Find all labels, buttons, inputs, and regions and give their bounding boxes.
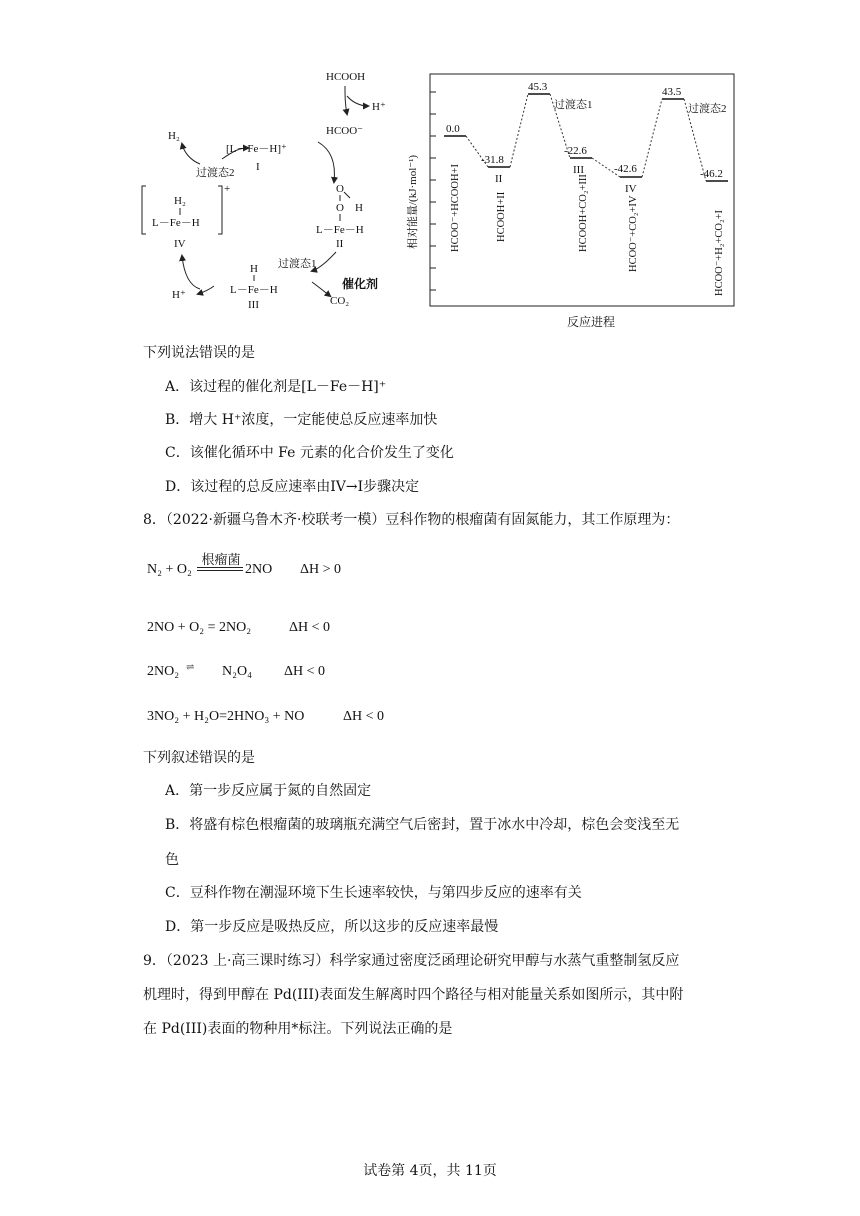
q7-stem: 下列说法错误的是 <box>143 345 255 361</box>
label-IV: IV <box>174 238 186 250</box>
reversible-arrow-icon: ⇌ <box>186 662 195 673</box>
q8-eq1-left: N₂ + O₂ <box>147 562 192 577</box>
q8-eq2: 2NO + O₂ = 2NO₂ <box>147 620 252 635</box>
value-label-6: -46.2 <box>700 168 723 180</box>
energy-chart <box>405 74 734 329</box>
value-label-4: -42.6 <box>614 163 637 175</box>
value-label-1: -31.8 <box>481 154 504 166</box>
page-footer: 试卷第 4页，共 11页 <box>363 1163 497 1179</box>
III-formula: L－Fe－H <box>230 284 278 296</box>
arrow-I-to-II <box>318 142 334 182</box>
ts1-cycle-label: 过渡态1 <box>278 258 317 270</box>
catalyst-label: 催化剂 <box>342 277 379 291</box>
q8-stem: 下列叙述错误的是 <box>143 750 255 766</box>
label-I: I <box>256 161 260 173</box>
q7-option-b: B．增大 H⁺浓度，一定能使总反应速率加快 <box>165 412 438 428</box>
bond <box>344 192 350 198</box>
q9-line-2: 机理时，得到甲醇在 Pd(III)表面发生解离时四个路径与相对能量关系如图所示，其中附 <box>143 987 684 1003</box>
q7-option-c: C．该催化循环中 Fe 元素的化合价发生了变化 <box>165 445 454 461</box>
q8-eq2-dh: ΔH < 0 <box>289 620 331 635</box>
arrow-h2 <box>182 144 200 164</box>
II-formula: L－Fe－H <box>316 224 364 236</box>
q8-eq1-dh: ΔH > 0 <box>300 562 342 577</box>
h-atom-II: H <box>355 202 363 214</box>
q8-option-d: D．第一步反应是吸热反应，所以这步的反应速率最慢 <box>165 919 499 935</box>
label-III: III <box>248 299 259 311</box>
value-label-2: 45.3 <box>528 81 548 93</box>
q8-eq1-condition: 根瘤菌 <box>201 553 241 568</box>
h2-label: H₂ <box>168 130 180 142</box>
species-1: HCOOH+II <box>496 191 507 242</box>
bracket-left <box>142 186 146 234</box>
cat-I-formula: [L－Fe－H]⁺ <box>226 143 287 155</box>
value-label-3: -22.6 <box>564 145 587 157</box>
h-top-III: H <box>250 263 258 275</box>
hcoo-minus-label: HCOO⁻ <box>326 125 363 137</box>
hcooh-label: HCOOH <box>326 71 366 83</box>
figure <box>140 64 750 334</box>
arrow-hplus-in <box>198 286 214 294</box>
species-0: HCOO⁻+HCOOH+I <box>450 164 461 252</box>
q8-option-b: B．将盛有棕色根瘤菌的玻璃瓶充满空气后密封，置于冰水中冷却，棕色会变浅至无 <box>165 817 680 833</box>
q8-eq1-arrow-bottom <box>197 570 243 571</box>
arrow-hplus <box>347 96 368 106</box>
q8-eq4-dh: ΔH < 0 <box>343 709 385 724</box>
q8-title: 8．（2022·新疆乌鲁木齐·校联考一模）豆科作物的根瘤菌有固氮能力，其工作原理为： <box>143 512 680 528</box>
hplus-bottom: H⁺ <box>172 289 186 301</box>
iv-plus: + <box>224 183 231 195</box>
arrow-hcooh <box>345 86 347 114</box>
value-label-5: 43.5 <box>662 86 682 98</box>
roman-IV: IV <box>625 183 637 195</box>
iv-h2: H₂ <box>174 195 186 207</box>
q8-option-c: C．豆科作物在潮湿环境下生长速率较快，与第四步反应的速率有关 <box>165 885 582 901</box>
q8-option-a: A．第一步反应属于氮的自然固定 <box>165 783 372 799</box>
hplus-top: H⁺ <box>372 101 386 113</box>
q8-eq1-right: 2NO <box>245 562 273 577</box>
ts1-label: 过渡态1 <box>554 99 593 111</box>
o-atom-lower: O <box>336 202 344 214</box>
bracket-right <box>218 186 222 234</box>
q9-line-3: 在 Pd(III)表面的物种用*标注。下列说法正确的是 <box>143 1021 453 1037</box>
figure-svg <box>140 64 750 334</box>
ts2-cycle-label: 过渡态2 <box>196 167 235 179</box>
species-3: HCOOH+CO₂+III <box>578 174 589 252</box>
x-axis-label: 反应进程 <box>567 315 616 329</box>
q9-line-1: 9．（2023 上·高三课时练习）科学家通过密度泛函理论研究甲醇与水蒸气重整制氢反应 <box>143 953 680 969</box>
q8-option-b-cont: 色 <box>165 852 179 868</box>
roman-III: III <box>573 164 584 176</box>
q8-eq1-arrow-top <box>197 567 243 568</box>
arrow-III-to-IV <box>182 256 200 289</box>
y-ticks <box>430 92 436 290</box>
q7-option-a: A．该过程的催化剂是[L－Fe－H]⁺ <box>165 379 387 395</box>
species-6: HCOO⁻+H₂+CO₂+I <box>714 209 725 296</box>
species-4: HCOO⁻+CO₂+IV <box>628 195 639 272</box>
q8-eq3-left: 2NO₂ <box>147 664 180 679</box>
co2-label: CO₂ <box>330 295 350 307</box>
q8-eq4: 3NO₂ + H₂O=2HNO₃ + NO <box>147 709 305 724</box>
IV-formula: L－Fe－H <box>152 217 200 229</box>
q7-option-d: D．该过程的总反应速率由IV→I步骤决定 <box>165 479 420 495</box>
ts2-label: 过渡态2 <box>688 103 727 115</box>
q8-eq3-right: N₂O₄ <box>222 664 252 679</box>
value-label-0: 0.0 <box>446 123 460 135</box>
roman-II: II <box>495 173 503 185</box>
q8-eq3-dh: ΔH < 0 <box>284 664 326 679</box>
catalytic-cycle <box>142 71 386 311</box>
label-II: II <box>336 238 344 250</box>
arrow-co2 <box>312 282 330 296</box>
y-axis-label: 相对能量/(kJ·mol⁻¹) <box>407 154 419 249</box>
o-atom-top: O <box>336 183 344 195</box>
